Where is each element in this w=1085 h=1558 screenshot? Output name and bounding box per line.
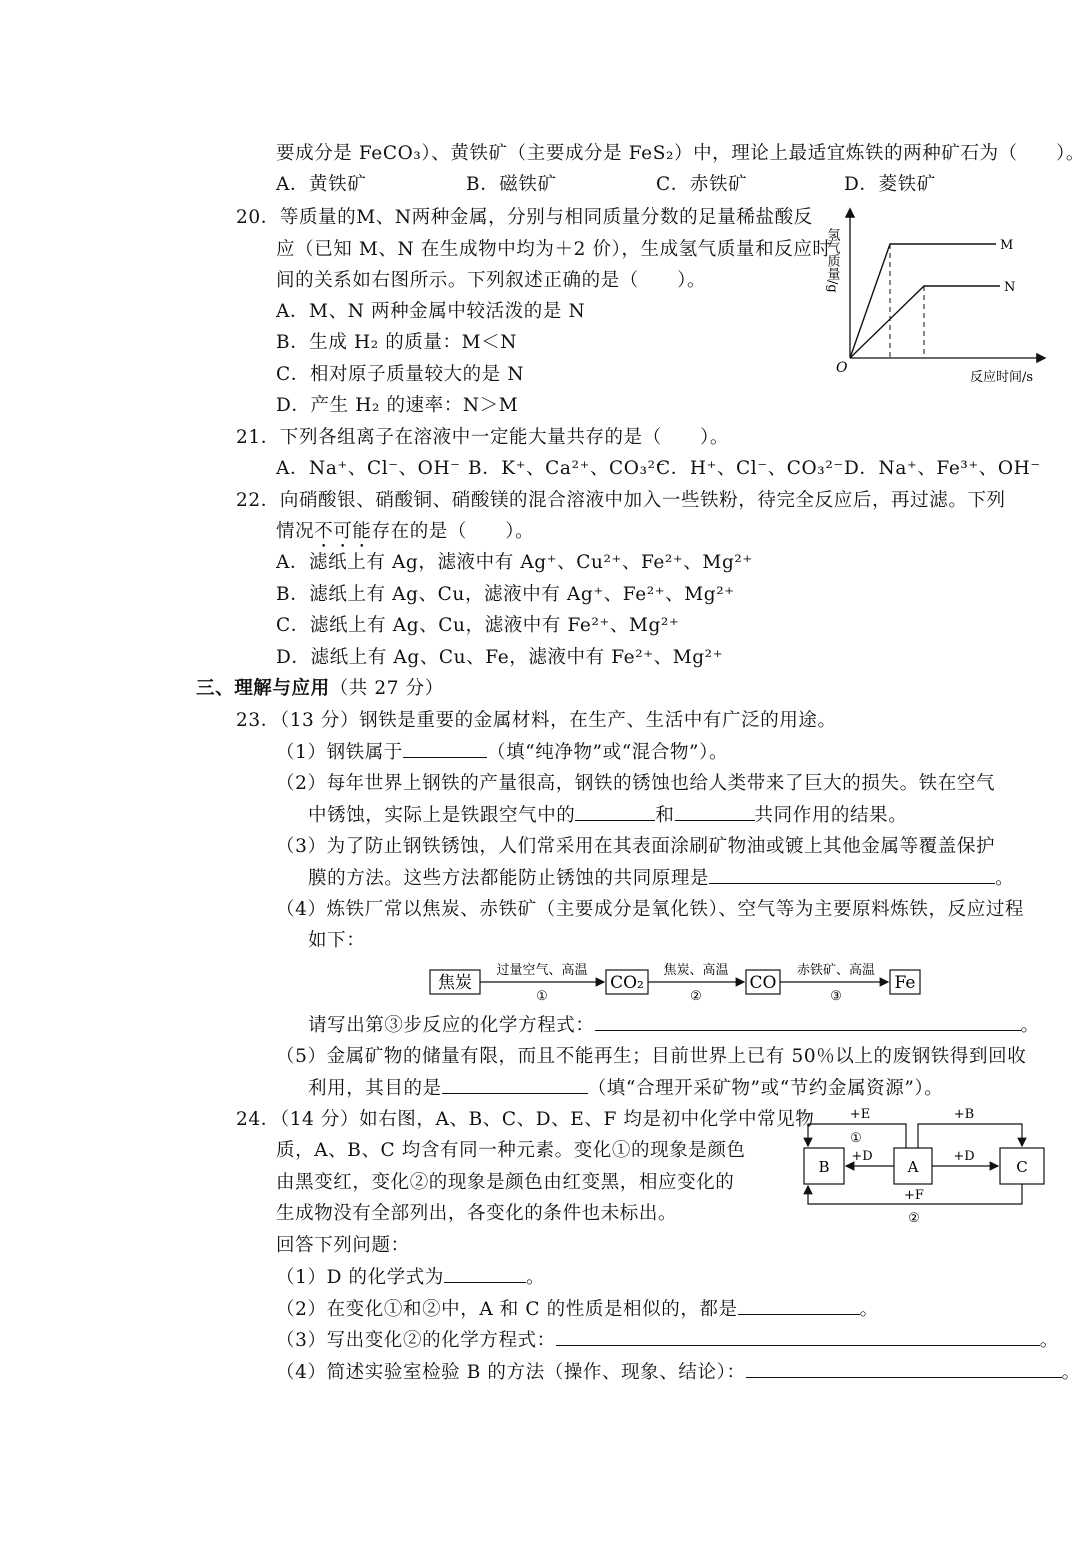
q24-p2-text: （2）在变化①和②中，A 和 C 的性质是相似的，都是 bbox=[276, 1299, 738, 1320]
series-m-line bbox=[850, 244, 996, 358]
q24-stem-line1: 24．（14 分）如右图，A、B、C、D、E、F 均是初中化学中常见物 bbox=[236, 1109, 815, 1130]
q24-stem-line2: 质，A、B、C 均含有同一种元素。变化①的现象是颜色 bbox=[276, 1140, 746, 1161]
label-plus-f: +F bbox=[904, 1188, 924, 1203]
series-n-line bbox=[850, 286, 1000, 358]
q24-relation-diagram bbox=[796, 1100, 1056, 1232]
q19-option-c: C．赤铁矿 bbox=[656, 174, 748, 195]
q23-p2-text: 中锈蚀，实际上是铁跟空气中的 bbox=[308, 805, 576, 826]
flow-box-co-label: CO bbox=[749, 973, 777, 993]
q22-option-b: B．滤纸上有 Ag、Cu，滤液中有 Ag⁺、Fe²⁺、Mg²⁺ bbox=[276, 584, 735, 605]
q21-stem: 21．下列各组离子在溶液中一定能大量共存的是（ ）。 bbox=[236, 427, 729, 448]
q23-p3-end: 。 bbox=[995, 868, 1015, 889]
graph-origin: O bbox=[836, 360, 848, 376]
series-m-label: M bbox=[1000, 238, 1014, 253]
q23-p2-blank2[interactable] bbox=[675, 802, 755, 821]
q21-option-d: D．Na⁺、Fe³⁺、OH⁻ bbox=[844, 458, 1041, 479]
flow-cond-1: 过量空气、高温 bbox=[496, 963, 588, 978]
q24-part2 bbox=[276, 1296, 879, 1323]
q24-p1-blank[interactable] bbox=[444, 1264, 526, 1283]
q22-option-d: D．滤纸上有 Ag、Cu、Fe，滤液中有 Fe²⁺、Mg²⁺ bbox=[276, 647, 724, 668]
q23-p1-blank[interactable] bbox=[403, 739, 487, 758]
q20-option-b: B．生成 H₂ 的质量：M＜N bbox=[276, 332, 518, 353]
label-change-2: ② bbox=[908, 1211, 920, 1226]
q23-p2-tail: 共同作用的结果。 bbox=[754, 805, 908, 826]
flow-box-fe-label: Fe bbox=[894, 973, 916, 993]
q19-stem-continuation: 要成分是 FeCO₃）、黄铁矿（主要成分是 FeS₂）中，理论上最适宜炼铁的两种矿石为（ ）。 bbox=[276, 143, 1085, 164]
q22-option-a: A．滤纸上有 Ag，滤液中有 Ag⁺、Cu²⁺、Fe²⁺、Mg²⁺ bbox=[276, 552, 753, 573]
q20-option-c: C．相对原子质量较大的是 N bbox=[276, 364, 525, 385]
q24-p3-blank[interactable] bbox=[556, 1327, 1040, 1346]
q23-part3-line1: （3）为了防止钢铁锈蚀，人们常采用在其表面涂刷矿物油或镀上其他金属等覆盖保护 bbox=[276, 836, 996, 857]
q24-p1-text: （1）D 的化学式为 bbox=[276, 1267, 444, 1288]
q24-stem-line4: 生成物没有全部列出，各变化的条件也未标出。 bbox=[276, 1203, 678, 1224]
q20-stem-line2: 应（已知 M、N 在生成物中均为＋2 价），生成氢气质量和反应时 bbox=[276, 239, 832, 260]
q24-part4 bbox=[276, 1359, 1081, 1386]
node-a: A bbox=[907, 1158, 919, 1176]
q19-option-a: A．黄铁矿 bbox=[276, 174, 367, 195]
q23-part5-line1: （5）金属矿物的储量有限，而且不能再生；目前世界上已有 50％以上的废钢铁得到回收 bbox=[276, 1046, 1027, 1067]
q19-option-d: D．菱铁矿 bbox=[844, 174, 936, 195]
label-plus-e: +E bbox=[849, 1107, 871, 1122]
q24-p2-end: 。 bbox=[859, 1299, 879, 1320]
q21-option-c: C．H⁺、Cl⁻、CO₃²⁻ bbox=[656, 458, 844, 479]
q23-p5-blank[interactable] bbox=[442, 1075, 588, 1094]
q23-flow-diagram bbox=[428, 958, 928, 1008]
q24-p2-blank[interactable] bbox=[738, 1296, 860, 1315]
q23-p2-blank1[interactable] bbox=[575, 802, 655, 821]
q23-p3-blank[interactable] bbox=[709, 865, 995, 884]
q23-stem: 23．（13 分）钢铁是重要的金属材料，在生产、生活中有广泛的用途。 bbox=[236, 710, 837, 731]
q22-stem-line2 bbox=[276, 519, 534, 552]
q24-part1 bbox=[276, 1264, 545, 1291]
section-title: 三、理解与应用 bbox=[196, 678, 330, 699]
q24-stem-line5: 回答下列问题： bbox=[276, 1235, 410, 1256]
node-c: C bbox=[1016, 1158, 1028, 1176]
graph-ylabel: 氢气质量/g bbox=[824, 228, 840, 293]
q24-p3-text: （3）写出变化②的化学方程式： bbox=[276, 1330, 556, 1351]
series-n-label: N bbox=[1004, 280, 1016, 295]
q20-stem-line3: 间的关系如右图所示。下列叙述正确的是（ ）。 bbox=[276, 270, 707, 291]
q20-stem-line1: 20．等质量的M、N两种金属，分别与相同质量分数的足量稀盐酸反 bbox=[236, 207, 813, 228]
section-score: （共 27 分） bbox=[329, 678, 444, 699]
label-plus-b: +B bbox=[953, 1107, 975, 1122]
flow-cond-3: 赤铁矿、高温 bbox=[796, 963, 876, 978]
arrow-a-to-c-b bbox=[918, 1124, 1022, 1148]
q23-p1-hint: （填“纯净物”或“混合物”）。 bbox=[486, 742, 729, 763]
q22-stem-pre: 情况 bbox=[276, 521, 315, 542]
q24-p4-end: 。 bbox=[1061, 1362, 1081, 1383]
node-b: B bbox=[818, 1158, 830, 1176]
q23-p5-hint: （填“合理开采矿物”或“节约金属资源”）。 bbox=[587, 1078, 944, 1099]
q24-p1-end: 。 bbox=[525, 1267, 546, 1288]
flow-step-1: ① bbox=[536, 989, 548, 1004]
label-change-1: ① bbox=[850, 1131, 862, 1146]
q23-part2-line1: （2）每年世界上钢铁的产量很高，钢铁的锈蚀也给人类带来了巨大的损失。铁在空气 bbox=[276, 773, 996, 794]
q23-p4-blank[interactable] bbox=[595, 1012, 1021, 1031]
q24-part3 bbox=[276, 1327, 1059, 1354]
q23-part5-line2 bbox=[308, 1075, 943, 1102]
q23-part3-line2 bbox=[308, 865, 1014, 892]
graph-xlabel: 反应时间/s bbox=[970, 370, 1034, 385]
flow-step-2: ② bbox=[690, 989, 702, 1004]
section-heading bbox=[196, 676, 444, 702]
q23-part1 bbox=[276, 739, 728, 766]
flow-box-co2-label: CO₂ bbox=[610, 973, 644, 993]
q20-option-d: D．产生 H₂ 的速率：N＞M bbox=[276, 395, 519, 416]
q21-option-a: A．Na⁺、Cl⁻、OH⁻ bbox=[276, 458, 461, 479]
label-plus-d-right: +D bbox=[953, 1149, 975, 1164]
flow-step-3: ③ bbox=[830, 989, 842, 1004]
q22-option-c: C．滤纸上有 Ag、Cu，滤液中有 Fe²⁺、Mg²⁺ bbox=[276, 615, 680, 636]
q23-part4-line3 bbox=[308, 1012, 1040, 1039]
flow-cond-2: 焦炭、高温 bbox=[663, 963, 729, 978]
q23-p5-text: 利用，其目的是 bbox=[308, 1078, 442, 1099]
q23-part4-line1: （4）炼铁厂常以焦炭、赤铁矿（主要成分是氧化铁）、空气等为主要原料炼铁，反应过程 bbox=[276, 899, 1025, 920]
q22-emphasis: 不可能 bbox=[314, 521, 372, 542]
q24-p3-end: 。 bbox=[1039, 1330, 1059, 1351]
q22-stem-post: 存在的是（ ）。 bbox=[371, 521, 535, 542]
q20-option-a: A．M、N 两种金属中较活泼的是 N bbox=[276, 301, 586, 322]
q24-p4-blank[interactable] bbox=[746, 1359, 1062, 1378]
q24-p4-text: （4）简述实验室检验 B 的方法（操作、现象、结论）： bbox=[276, 1362, 746, 1383]
q22-stem-line1: 22．向硝酸银、硝酸铜、硝酸镁的混合溶液中加入一些铁粉，待完全反应后，再过滤。下列 bbox=[236, 490, 1006, 511]
q20-graph bbox=[812, 200, 1052, 390]
flow-box-coke-label: 焦炭 bbox=[438, 973, 472, 993]
q23-p4-text: 请写出第③步反应的化学方程式： bbox=[308, 1015, 595, 1036]
q23-part4-line2: 如下： bbox=[308, 930, 366, 951]
q19-option-b: B．磁铁矿 bbox=[466, 174, 557, 195]
q23-p1-text: （1）钢铁属于 bbox=[276, 742, 403, 763]
q23-part2-line2 bbox=[308, 802, 907, 829]
q21-option-b: B．K⁺、Ca²⁺、CO₃²⁻ bbox=[468, 458, 666, 479]
q24-stem-line3: 由黑变红，变化②的现象是颜色由红变黑，相应变化的 bbox=[276, 1172, 735, 1193]
label-plus-d-left: +D bbox=[851, 1149, 873, 1164]
q23-p4-end: 。 bbox=[1020, 1015, 1040, 1036]
q23-p3-text: 膜的方法。这些方法都能防止锈蚀的共同原理是 bbox=[308, 868, 710, 889]
q23-p2-and: 和 bbox=[655, 805, 675, 826]
